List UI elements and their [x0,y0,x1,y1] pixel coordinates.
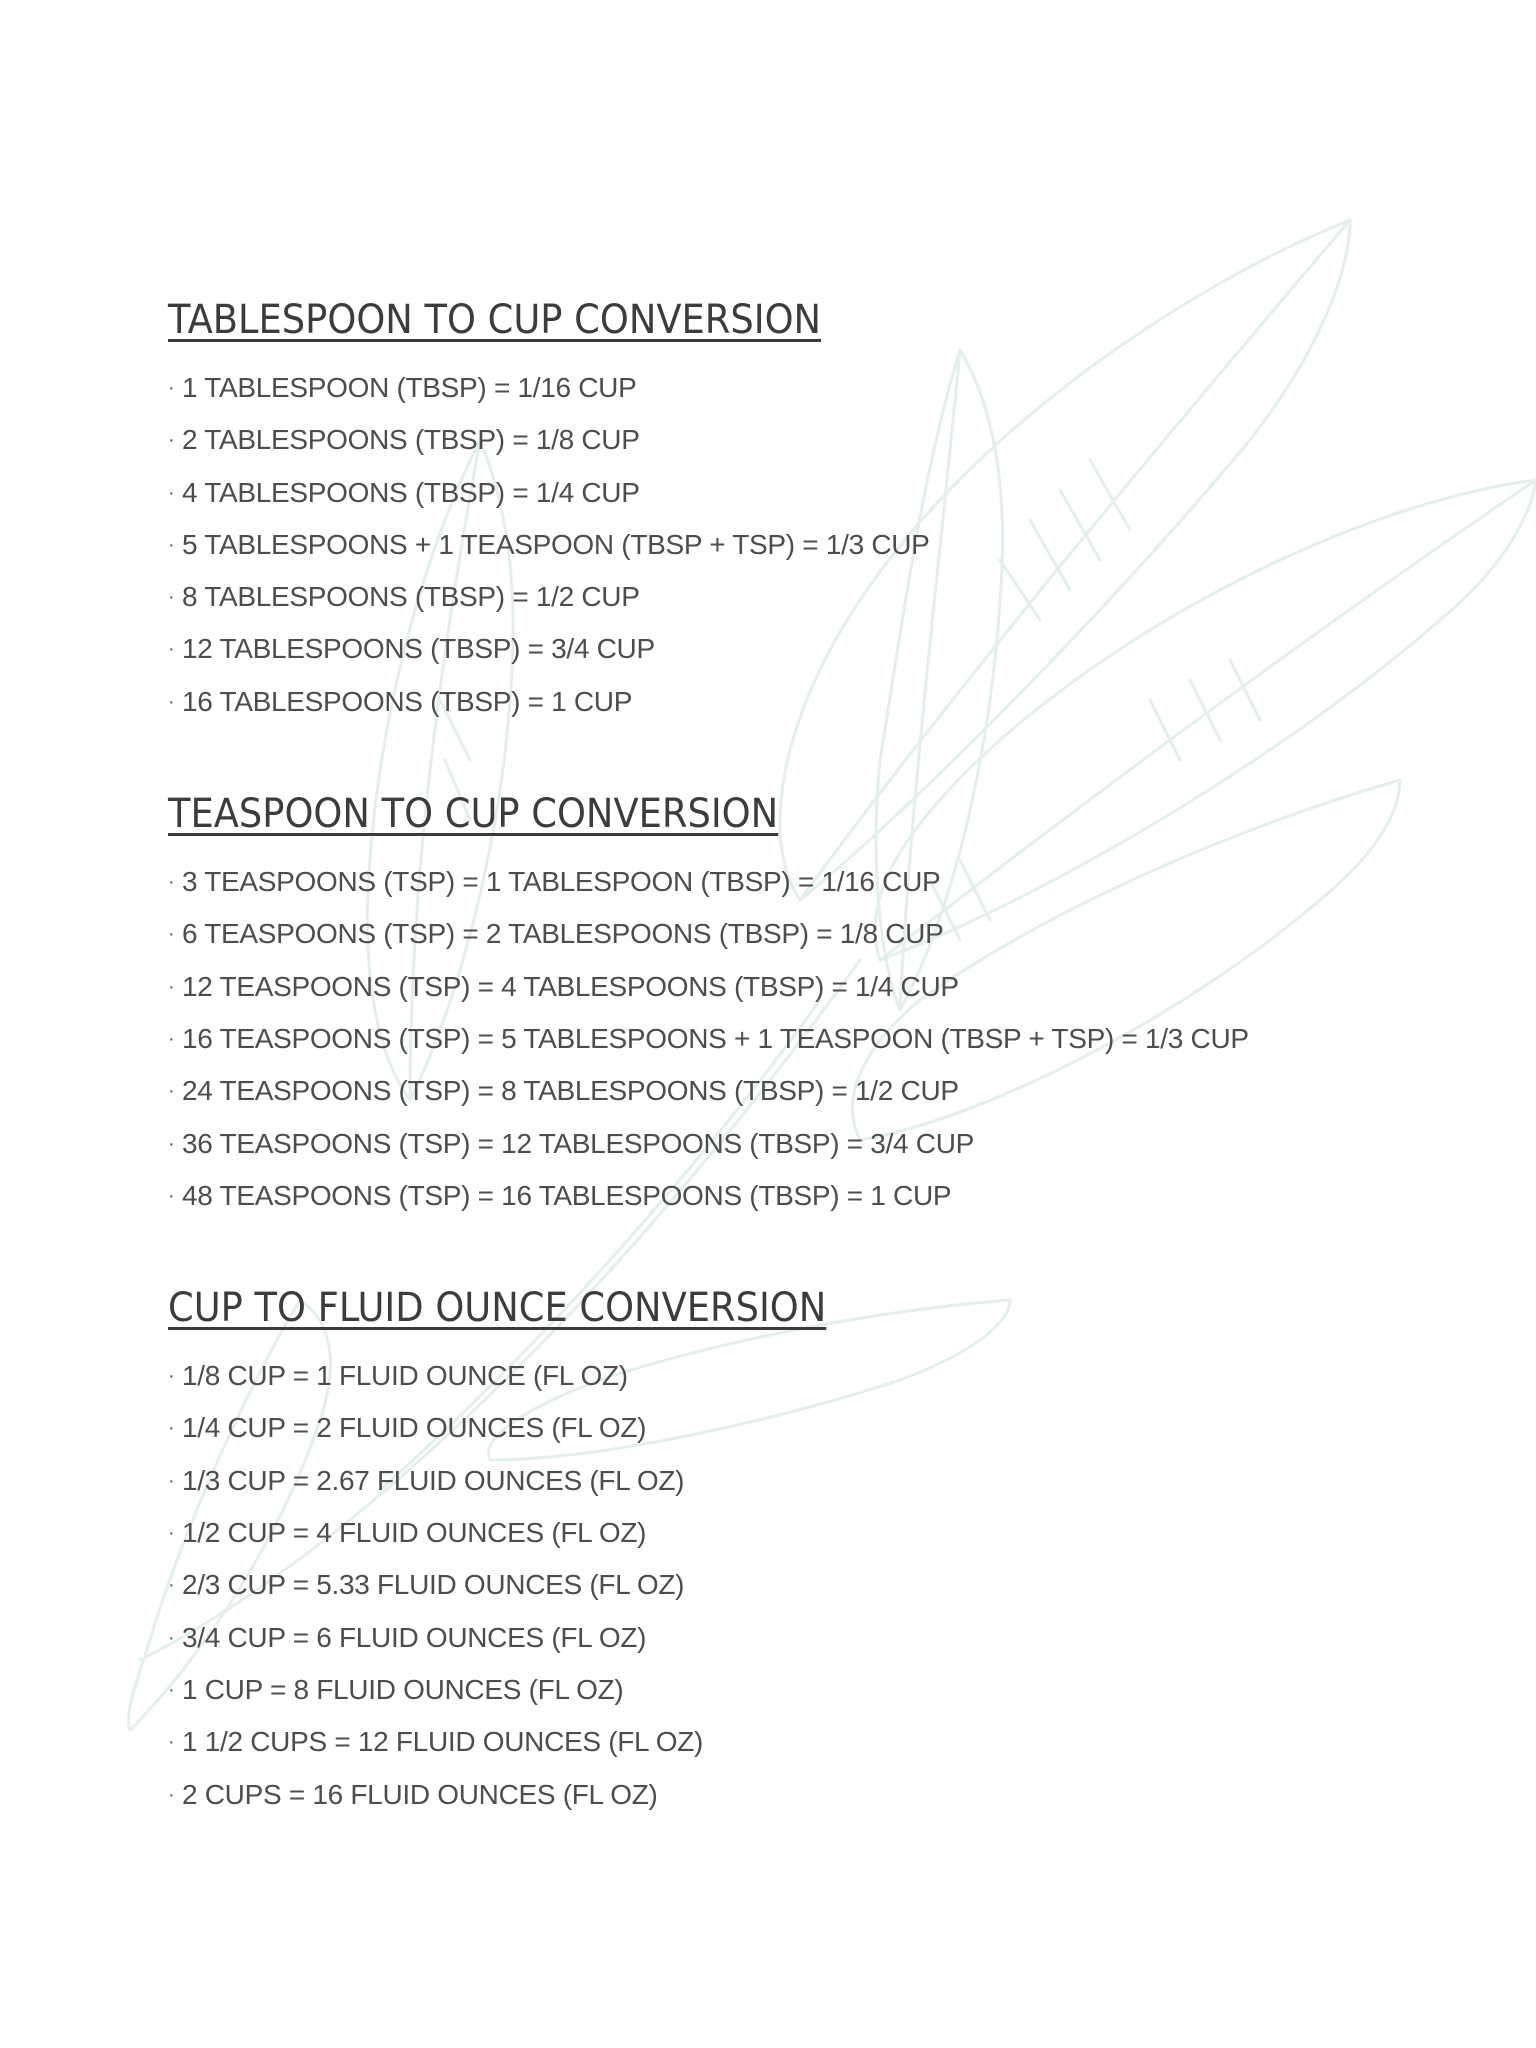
list-item [168,1612,1468,1664]
list-item-text: 12 TEASPOONS (TSP) = 4 TABLESPOONS (TBSP) = 1/4 CUP [182,970,959,1002]
bullet-icon: · [168,975,175,998]
list-item-text: 1/4 CUP = 2 FLUID OUNCES (FL OZ) [182,1412,647,1444]
list-item-text: 16 TEASPOONS (TSP) = 5 TABLESPOONS + 1 TEASPOON (TBSP + TSP) = 1/3 CUP [182,1022,1249,1054]
conversion-list [168,856,1468,1222]
list-item [168,1507,1468,1559]
list-item-text: 48 TEASPOONS (TSP) = 16 TABLESPOONS (TBSP) = 1 CUP [182,1179,952,1211]
list-item [168,414,1468,466]
list-item [168,1013,1468,1065]
section-title: CUP TO FLUID OUNCE CONVERSION [168,1285,827,1332]
bullet-icon: · [168,638,175,661]
list-item-text: 2 CUPS = 16 FLUID OUNCES (FL OZ) [182,1778,658,1810]
list-item-text: 6 TEASPOONS (TSP) = 2 TABLESPOONS (TBSP) = 1/8 CUP [182,918,944,950]
bullet-icon: · [168,1132,175,1155]
list-item-text: 1 CUP = 8 FLUID OUNCES (FL OZ) [182,1673,624,1705]
bullet-icon: · [168,1522,175,1545]
bullet-icon: · [168,923,175,946]
list-item [168,1769,1468,1821]
bullet-icon: · [168,1417,175,1440]
bullet-icon: · [168,586,175,609]
list-item [168,856,1468,908]
list-item [168,1455,1468,1507]
list-item-text: 12 TABLESPOONS (TBSP) = 3/4 CUP [182,633,655,665]
list-item-text: 24 TEASPOONS (TSP) = 8 TABLESPOONS (TBSP) = 1/2 CUP [182,1075,959,1107]
list-item-text: 4 TABLESPOONS (TBSP) = 1/4 CUP [182,476,640,508]
bullet-icon: · [168,1574,175,1597]
list-item [168,961,1468,1013]
list-item [168,1402,1468,1454]
bullet-icon: · [168,481,175,504]
list-item-text: 5 TABLESPOONS + 1 TEASPOON (TBSP + TSP) = 1/3 CUP [182,528,930,560]
section-title: TEASPOON TO CUP CONVERSION [168,791,779,838]
list-item [168,1350,1468,1402]
list-item [168,519,1468,571]
bullet-icon: · [168,1080,175,1103]
bullet-icon: · [168,1678,175,1701]
list-item [168,1118,1468,1170]
list-item [168,908,1468,960]
bullet-icon: · [168,690,175,713]
list-item-text: 3/4 CUP = 6 FLUID OUNCES (FL OZ) [182,1621,647,1653]
section-teaspoon-to-cup [168,784,1468,1222]
section-cup-to-fluid-ounce [168,1278,1468,1821]
section-tablespoon-to-cup [168,290,1468,728]
list-item [168,1559,1468,1611]
bullet-icon: · [168,1365,175,1388]
list-item-text: 1 1/2 CUPS = 12 FLUID OUNCES (FL OZ) [182,1726,704,1758]
list-item-text: 1/2 CUP = 4 FLUID OUNCES (FL OZ) [182,1517,647,1549]
list-item [168,362,1468,414]
list-item [168,467,1468,519]
list-item-text: 1/8 CUP = 1 FLUID OUNCE (FL OZ) [182,1360,628,1392]
list-item [168,1664,1468,1716]
list-item [168,1065,1468,1117]
list-item [168,676,1468,728]
list-item-text: 36 TEASPOONS (TSP) = 12 TABLESPOONS (TBSP) = 3/4 CUP [182,1127,975,1159]
bullet-icon: · [168,1731,175,1754]
document-body [168,290,1468,1877]
list-item-text: 1/3 CUP = 2.67 FLUID OUNCES (FL OZ) [182,1464,685,1496]
list-item-text: 1 TABLESPOON (TBSP) = 1/16 CUP [182,372,637,403]
conversion-list [168,1350,1468,1821]
list-item-text: 16 TABLESPOONS (TBSP) = 1 CUP [182,685,633,717]
bullet-icon: · [168,533,175,556]
list-item [168,1716,1468,1768]
bullet-icon: · [168,1469,175,1492]
list-item [168,623,1468,675]
list-item-text: 8 TABLESPOONS (TBSP) = 1/2 CUP [182,581,640,613]
conversion-list [168,362,1468,728]
section-title: TABLESPOON TO CUP CONVERSION [168,297,822,343]
bullet-icon: · [168,429,175,452]
bullet-icon: · [168,871,175,894]
bullet-icon: · [168,1783,175,1806]
list-item-text: 2/3 CUP = 5.33 FLUID OUNCES (FL OZ) [182,1569,685,1601]
bullet-icon: · [168,377,175,399]
list-item [168,571,1468,623]
bullet-icon: · [168,1184,175,1207]
bullet-icon: · [168,1626,175,1649]
list-item [168,1170,1468,1222]
bullet-icon: · [168,1027,175,1050]
list-item-text: 2 TABLESPOONS (TBSP) = 1/8 CUP [182,424,640,456]
list-item-text: 3 TEASPOONS (TSP) = 1 TABLESPOON (TBSP) = 1/16 CUP [182,866,941,898]
